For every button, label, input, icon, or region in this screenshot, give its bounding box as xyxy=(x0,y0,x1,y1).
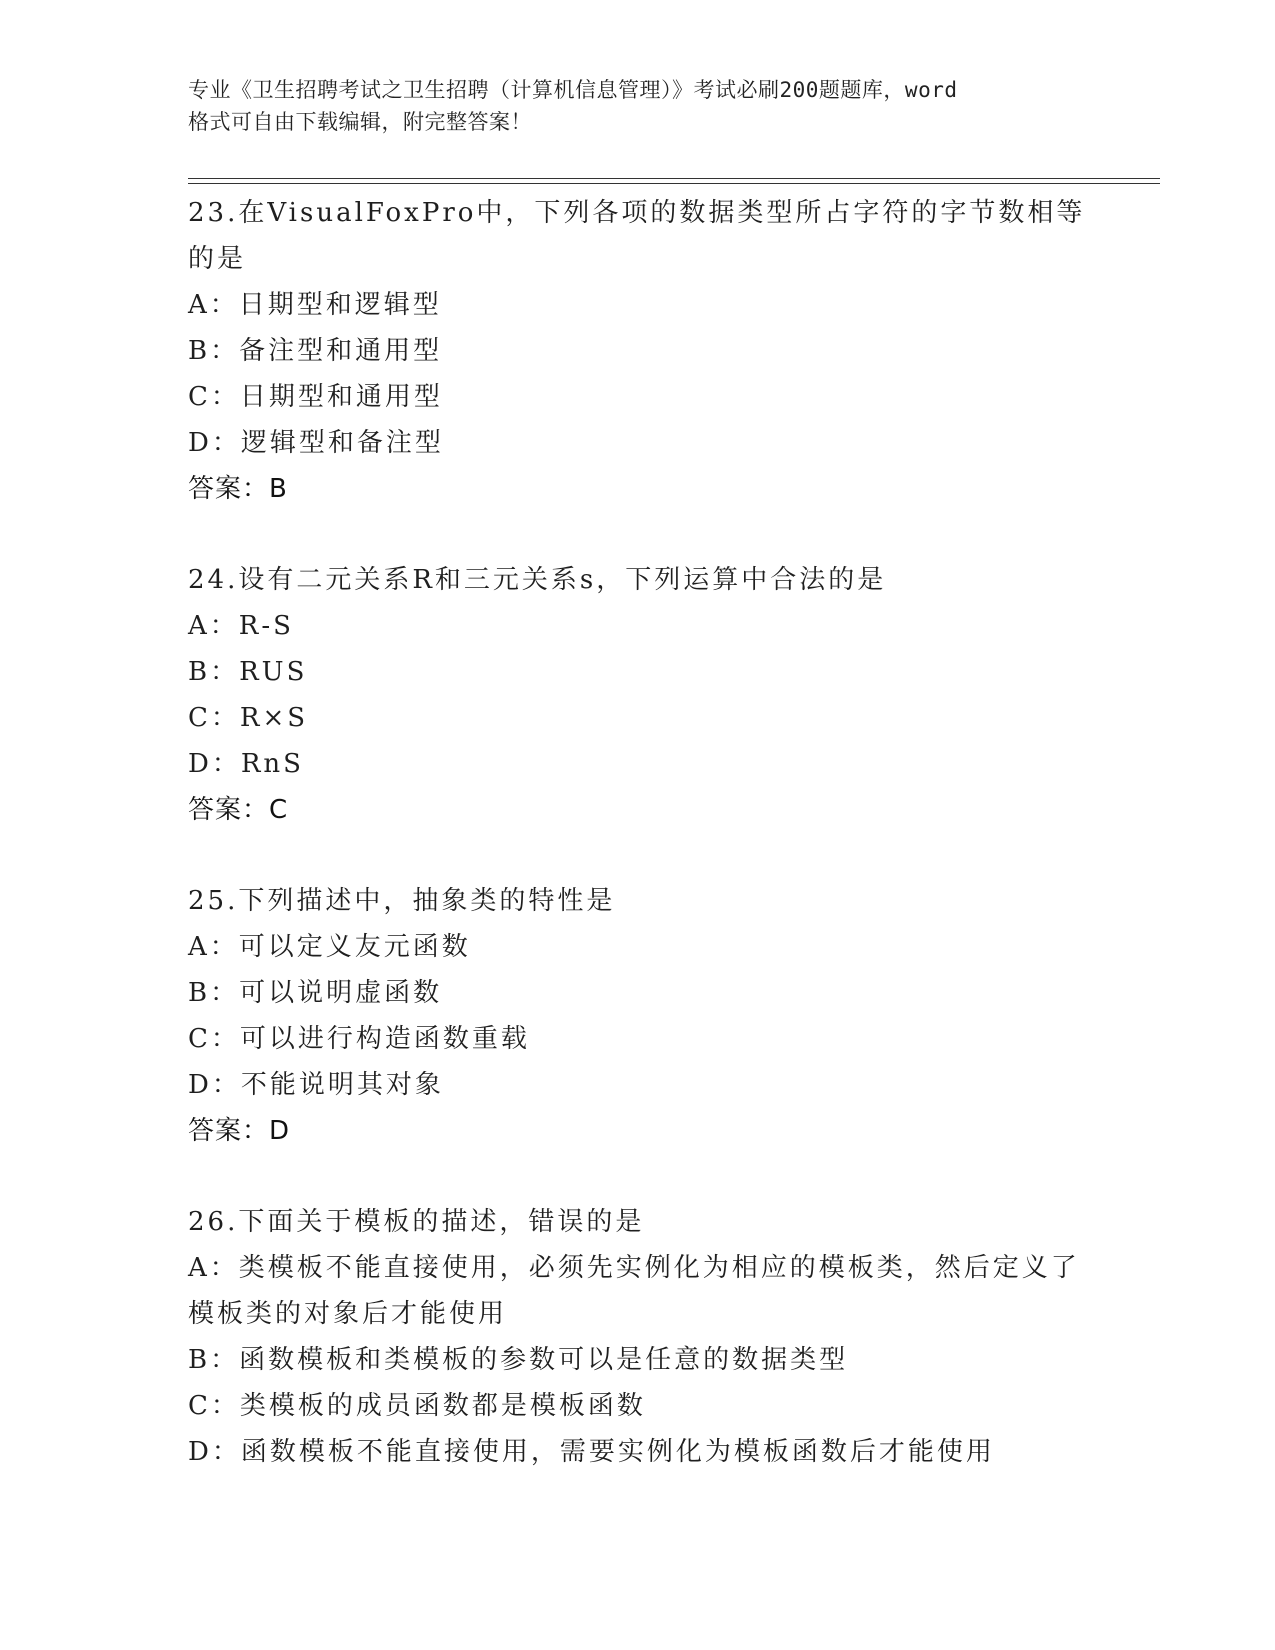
header-divider-top xyxy=(188,178,1160,179)
question-26 xyxy=(188,1199,1088,1475)
option-b: B：备注型和通用型 xyxy=(188,336,443,366)
question-25 xyxy=(188,878,1088,1154)
answer: 答案：B xyxy=(188,474,288,504)
header-line-2: 格式可自由下载编辑，附完整答案！ xyxy=(188,110,532,134)
option-a: A：R-S xyxy=(188,611,294,641)
spacer xyxy=(188,833,1088,878)
answer: 答案：D xyxy=(188,1116,291,1146)
question-stem-continued: 的是 xyxy=(188,244,247,274)
header-divider-bottom xyxy=(188,183,1160,184)
option-b: B：函数模板和类模板的参数可以是任意的数据类型 xyxy=(188,1345,849,1375)
question-stem: 23.在VisualFoxPro中，下列各项的数据类型所占字符的字节数相等 xyxy=(188,198,1086,228)
question-stem: 26.下面关于模板的描述，错误的是 xyxy=(188,1207,645,1237)
header-line-1: 专业《卫生招聘考试之卫生招聘（计算机信息管理）》考试必刷200题题库，word xyxy=(188,78,958,102)
option-d: D：RnS xyxy=(188,749,304,779)
option-d: D：不能说明其对象 xyxy=(188,1070,444,1100)
answer: 答案：C xyxy=(188,795,289,825)
option-c: C：可以进行构造函数重载 xyxy=(188,1024,530,1054)
question-list xyxy=(188,190,1088,1475)
option-b: B：可以说明虚函数 xyxy=(188,978,443,1008)
document-header xyxy=(188,74,1088,138)
option-a-continued: 模板类的对象后才能使用 xyxy=(188,1299,508,1329)
question-24 xyxy=(188,557,1088,833)
option-c: C：R×S xyxy=(188,703,309,733)
question-23 xyxy=(188,190,1088,512)
option-d: D：逻辑型和备注型 xyxy=(188,428,444,458)
spacer xyxy=(188,512,1088,557)
option-d: D：函数模板不能直接使用，需要实例化为模板函数后才能使用 xyxy=(188,1437,995,1467)
option-b: B：RUS xyxy=(188,657,308,687)
option-a: A：可以定义友元函数 xyxy=(188,932,471,962)
option-a: A：类模板不能直接使用，必须先实例化为相应的模板类，然后定义了 xyxy=(188,1253,1080,1283)
option-c: C：类模板的成员函数都是模板函数 xyxy=(188,1391,646,1421)
question-stem: 24.设有二元关系R和三元关系s，下列运算中合法的是 xyxy=(188,565,887,595)
question-stem: 25.下列描述中，抽象类的特性是 xyxy=(188,886,616,916)
option-c: C：日期型和通用型 xyxy=(188,382,443,412)
spacer xyxy=(188,1154,1088,1199)
option-a: A：日期型和逻辑型 xyxy=(188,290,442,320)
